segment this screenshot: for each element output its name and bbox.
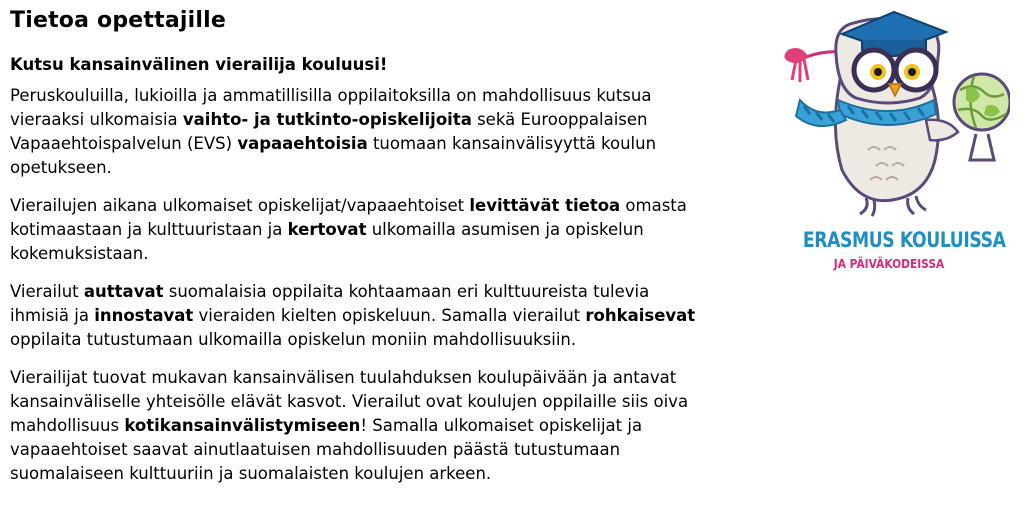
paragraph-text: Vierailujen aikana ulkomaiset opiskelijat/vapaaehtoiset: [10, 196, 470, 215]
paragraph-text: ulkomailla asumisen ja opiskelun kokemuksistaan.: [10, 220, 644, 263]
emphasized-text: kertovat: [287, 220, 367, 239]
logo-title: ERASMUS KOULUISSA: [802, 228, 1006, 252]
paragraph-text: Vierailijat tuovat mukavan kansainvälisen tuulahduksen koulupäivään ja antavat kansainväliselle yhteisölle elävät kasvot. Vierailut ovat koulujen oppilaille siis oiva mahdollisuus: [10, 368, 689, 435]
paragraph-benefits: [10, 280, 710, 352]
emphasized-text: rohkaisevat: [585, 306, 696, 325]
emphasized-text: kotikansainvälistymiseen: [124, 416, 361, 435]
page-title: Tietoa opettajille: [10, 8, 226, 33]
paragraph-visits: [10, 194, 710, 266]
paragraph-text: ! Samalla ulkomaiset opiskelijat ja vapaaehtoiset saavat ainutlaatuisen mahdollisuuden päästä tutustumaan suomalaiseen kulttuuriin ja suomalaisten koulujen arkeen.: [10, 416, 643, 483]
paragraph-text: vieraiden kielten opiskeluun. Samalla vierailut: [193, 306, 586, 325]
emphasized-text: innostavat: [94, 306, 194, 325]
paragraph-summary: [10, 366, 710, 486]
logo-subtitle: JA PÄIVÄKODEISSA: [833, 256, 945, 271]
erasmus-kouluissa-logo: [770, 10, 1010, 280]
paragraph-text: suomalaisia oppilaita kohtaamaan eri kulttuureista tulevia ihmisiä ja: [10, 282, 650, 325]
emphasized-text: vaihto- ja tutkinto-opiskelijoita: [182, 110, 472, 129]
owl-graduate-with-globe-icon: [770, 10, 1010, 225]
paragraph-intro: [10, 84, 710, 180]
teacher-info-section: [10, 6, 710, 500]
emphasized-text: auttavat: [83, 282, 164, 301]
paragraph-text: omasta kotimaastaan ja kulttuuristaan ja: [10, 196, 687, 239]
paragraph-text: tuomaan kansainvälisyyttä koulun opetukseen.: [10, 134, 657, 177]
paragraph-text: Peruskouluilla, lukioilla ja ammatillisilla oppilaitoksilla on mahdollisuus kutsua vieraaksi ulkomaisia: [10, 86, 652, 129]
paragraph-text: Vierailut: [10, 282, 84, 301]
paragraph-text: sekä Eurooppalaisen Vapaaehtoispalvelun (EVS): [10, 110, 648, 153]
page-subtitle: Kutsu kansainvälinen vierailija kouluusi!: [10, 55, 388, 74]
paragraph-text: oppilaita tutustumaan ulkomailla opiskelun moniin mahdollisuuksiin.: [10, 330, 577, 349]
emphasized-text: vapaaehtoisia: [237, 134, 368, 153]
emphasized-text: levittävät tietoa: [469, 196, 621, 215]
